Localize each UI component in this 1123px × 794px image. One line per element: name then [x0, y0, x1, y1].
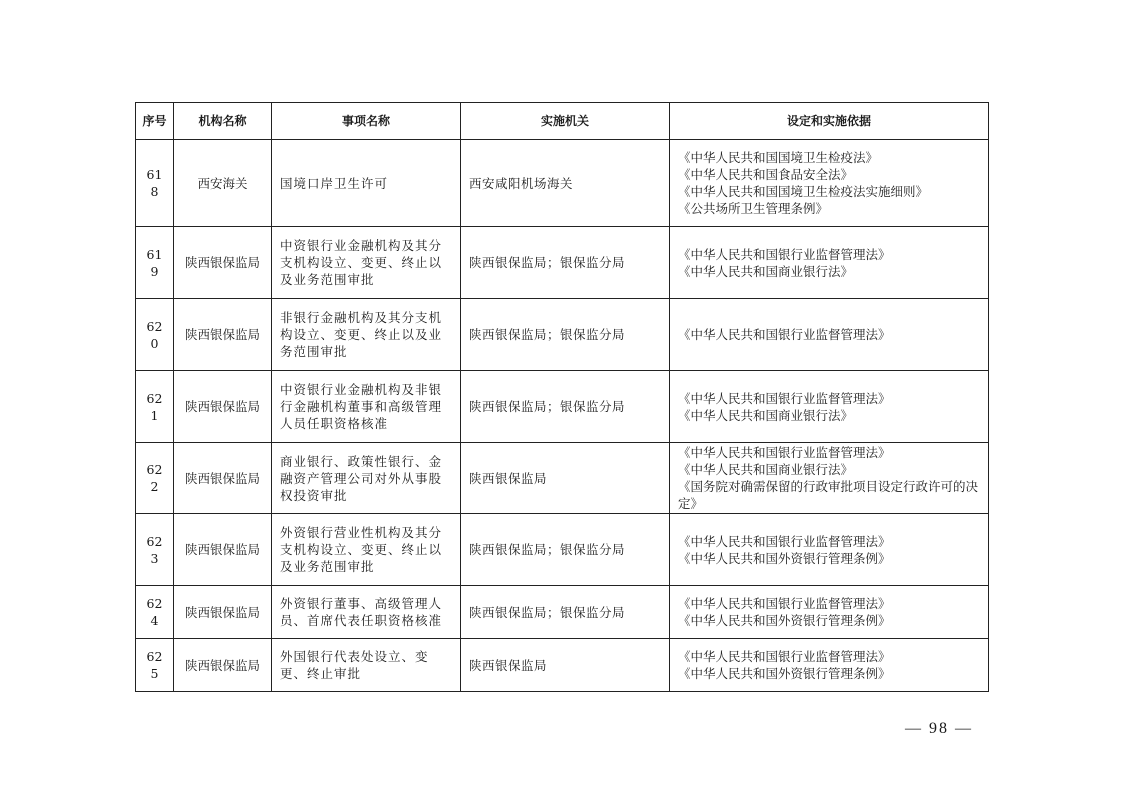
legal-basis-line: 《中华人民共和国银行业监督管理法》 [678, 445, 891, 460]
implementing-authority-cell: 陕西银保监局 [461, 443, 670, 514]
item-cell: 中资银行业金融机构及其分支机构设立、变更、终止以及业务范围审批 [272, 227, 461, 299]
legal-basis-line: 《中华人民共和国银行业监督管理法》 [678, 649, 891, 664]
legal-basis-line: 《中华人民共和国商业银行法》 [678, 263, 854, 279]
implementing-authority-cell: 陕西银保监局；银保监分局 [461, 586, 670, 639]
page-number: — 98 — [905, 720, 973, 737]
legal-basis-cell [670, 371, 989, 443]
implementing-authority-cell: 陕西银保监局；银保监分局 [461, 514, 670, 586]
table-row [136, 639, 989, 692]
legal-basis-cell [670, 639, 989, 692]
header-item-name: 事项名称 [272, 103, 461, 140]
implementing-authority-cell: 陕西银保监局 [461, 639, 670, 692]
item-cell: 外资银行营业性机构及其分支机构设立、变更、终止以及业务范围审批 [272, 514, 461, 586]
legal-basis-line: 《中华人民共和国国境卫生检疫法实施细则》 [678, 184, 929, 199]
serial-number-cell: 622 [136, 443, 174, 514]
table-row [136, 586, 989, 639]
legal-basis-cell [670, 514, 989, 586]
item-cell: 外资银行董事、高级管理人员、首席代表任职资格核准 [272, 586, 461, 639]
legal-basis-line: 《中华人民共和国银行业监督管理法》 [678, 246, 891, 262]
agency-cell: 陕西银保监局 [174, 227, 272, 299]
legal-basis-line: 《公共场所卫生管理条例》 [678, 201, 829, 216]
serial-number-cell: 623 [136, 514, 174, 586]
agency-cell: 陕西银保监局 [174, 299, 272, 371]
serial-number-cell: 625 [136, 639, 174, 692]
legal-basis-cell [670, 299, 989, 371]
legal-basis-cell [670, 140, 989, 227]
serial-number-cell: 618 [136, 140, 174, 227]
legal-basis-line: 《中华人民共和国食品安全法》 [678, 167, 854, 182]
implementing-authority-cell: 陕西银保监局；银保监分局 [461, 227, 670, 299]
implementing-authority-cell: 陕西银保监局；银保监分局 [461, 371, 670, 443]
legal-basis-cell [670, 443, 989, 514]
header-serial-number: 序号 [136, 103, 174, 140]
table-row [136, 371, 989, 443]
legal-basis-line: 《中华人民共和国银行业监督管理法》 [678, 390, 891, 406]
legal-basis-line: 《国务院对确需保留的行政审批项目设定行政许可的决定》 [678, 479, 979, 511]
legal-basis-line: 《中华人民共和国外资银行管理条例》 [678, 613, 891, 628]
agency-cell: 陕西银保监局 [174, 443, 272, 514]
serial-number-cell: 620 [136, 299, 174, 371]
legal-basis-line: 《中华人民共和国商业银行法》 [678, 407, 854, 423]
legal-basis-cell [670, 586, 989, 639]
implementing-authority-cell: 陕西银保监局；银保监分局 [461, 299, 670, 371]
agency-cell: 陕西银保监局 [174, 371, 272, 443]
table-row [136, 299, 989, 371]
item-cell: 非银行金融机构及其分支机构设立、变更、终止以及业务范围审批 [272, 299, 461, 371]
table-row [136, 514, 989, 586]
implementing-authority-cell: 西安咸阳机场海关 [461, 140, 670, 227]
agency-cell: 陕西银保监局 [174, 639, 272, 692]
document-table [135, 102, 989, 692]
header-legal-basis: 设定和实施依据 [670, 103, 989, 140]
agency-cell: 西安海关 [174, 140, 272, 227]
agency-cell: 陕西银保监局 [174, 586, 272, 639]
table-body [136, 140, 989, 692]
serial-number-cell: 624 [136, 586, 174, 639]
legal-basis-line: 《中华人民共和国外资银行管理条例》 [678, 666, 891, 681]
item-cell: 外国银行代表处设立、变更、终止审批 [272, 639, 461, 692]
item-cell: 中资银行业金融机构及非银行金融机构董事和高级管理人员任职资格核准 [272, 371, 461, 443]
table-row [136, 140, 989, 227]
legal-basis-line: 《中华人民共和国银行业监督管理法》 [678, 327, 891, 342]
item-cell: 国境口岸卫生许可 [272, 140, 461, 227]
table-header-row [136, 103, 989, 140]
legal-basis-line: 《中华人民共和国商业银行法》 [678, 462, 854, 477]
legal-basis-line: 《中华人民共和国银行业监督管理法》 [678, 596, 891, 611]
serial-number-cell: 619 [136, 227, 174, 299]
legal-basis-line: 《中华人民共和国国境卫生检疫法》 [678, 150, 879, 165]
serial-number-cell: 621 [136, 371, 174, 443]
legal-basis-line: 《中华人民共和国外资银行管理条例》 [678, 550, 891, 566]
header-implementing-authority: 实施机关 [461, 103, 670, 140]
legal-basis-cell [670, 227, 989, 299]
item-cell: 商业银行、政策性银行、金融资产管理公司对外从事股权投资审批 [272, 443, 461, 514]
legal-basis-line: 《中华人民共和国银行业监督管理法》 [678, 533, 891, 549]
header-agency-name: 机构名称 [174, 103, 272, 140]
table-row [136, 227, 989, 299]
agency-cell: 陕西银保监局 [174, 514, 272, 586]
table-row [136, 443, 989, 514]
